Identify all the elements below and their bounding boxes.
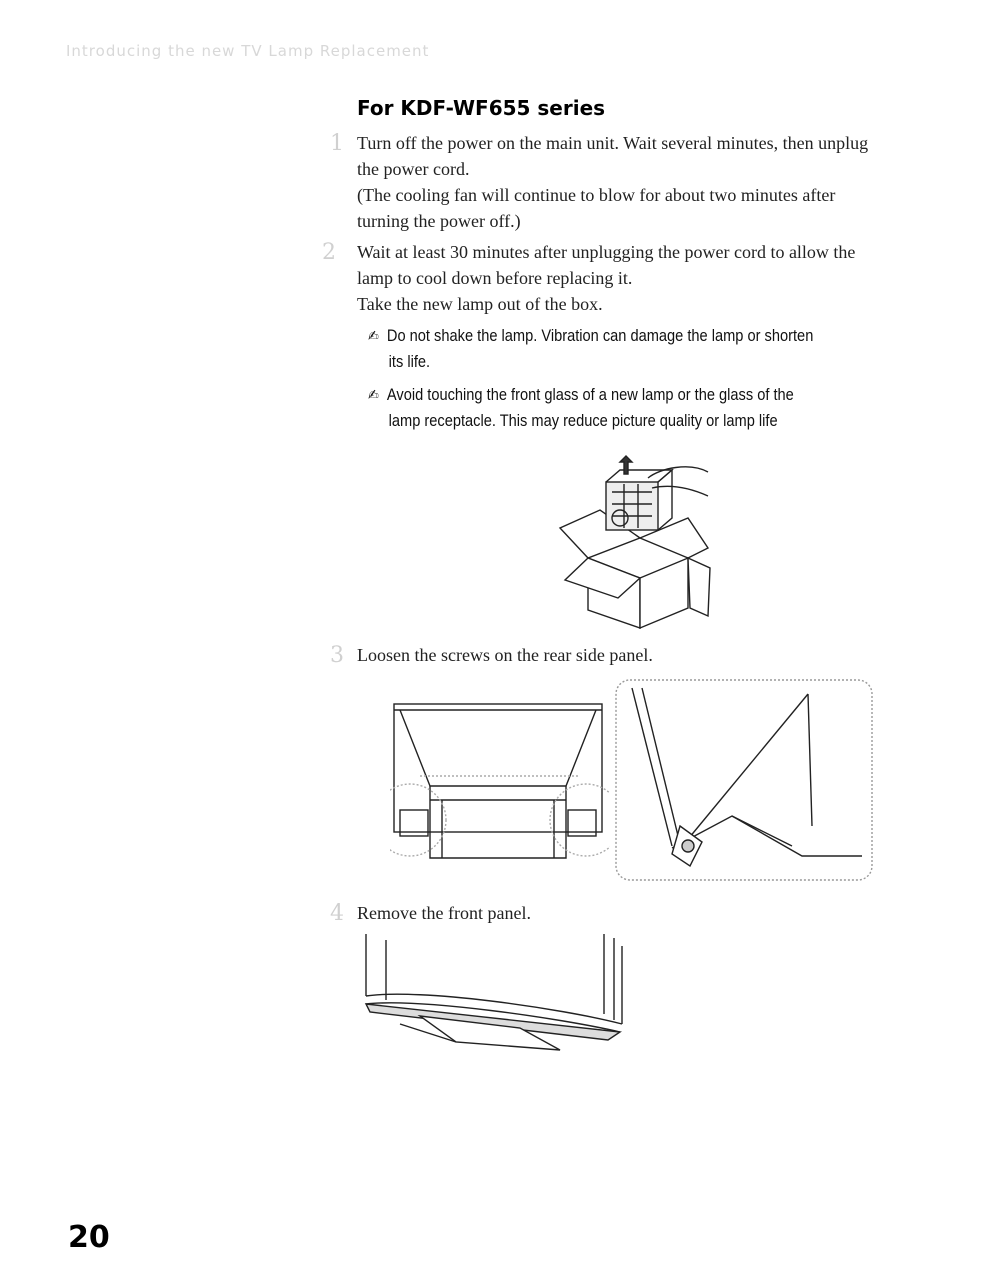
- step-number: 1: [330, 131, 344, 156]
- note-line: Do not shake the lamp. Vibration can damage the lamp or shorten: [386, 326, 814, 345]
- step-1-line: (The cooling fan will continue to blow for about two minutes after: [357, 185, 836, 205]
- note-line: lamp receptacle. This may reduce picture quality or lamp life: [388, 411, 778, 430]
- step-1-line: the power cord.: [357, 159, 470, 179]
- step-number: 3: [330, 643, 344, 668]
- note-line: its life.: [388, 352, 431, 371]
- section-title: For KDF-WF655 series: [357, 96, 606, 120]
- front-panel-illustration: [360, 928, 630, 1058]
- memo-pencil-icon: ✍: [368, 327, 379, 345]
- rear-panel-illustration: [390, 700, 610, 860]
- step-2-line: lamp to cool down before replacing it.: [357, 268, 633, 288]
- step-3-text: [357, 642, 937, 668]
- step-2-line: Wait at least 30 minutes after unplugging the power cord to allow the: [357, 242, 856, 262]
- note-line: Avoid touching the front glass of a new lamp or the glass of the: [386, 385, 794, 404]
- step-4-line: Remove the front panel.: [357, 903, 531, 923]
- step-1-line: turning the power off.): [357, 211, 521, 231]
- memo-pencil-icon: ✍: [368, 386, 379, 404]
- step-2-line: Take the new lamp out of the box.: [357, 294, 603, 314]
- step-2-text: [357, 239, 937, 317]
- step-1-text: [357, 130, 937, 234]
- step-4-text: [357, 900, 937, 926]
- page-number: 20: [68, 1220, 110, 1255]
- step-number: 2: [322, 240, 336, 265]
- lamp-box-illustration: [540, 448, 730, 638]
- note-shake-lamp: [368, 323, 850, 374]
- running-head: Introducing the new TV Lamp Replacement: [66, 42, 430, 60]
- step-1-line: Turn off the power on the main unit. Wait several minutes, then unplug: [357, 133, 869, 153]
- step-3-line: Loosen the screws on the rear side panel.: [357, 645, 653, 665]
- step-number: 4: [330, 901, 344, 926]
- screw-detail-illustration: [612, 676, 876, 886]
- note-avoid-touching: [368, 382, 850, 433]
